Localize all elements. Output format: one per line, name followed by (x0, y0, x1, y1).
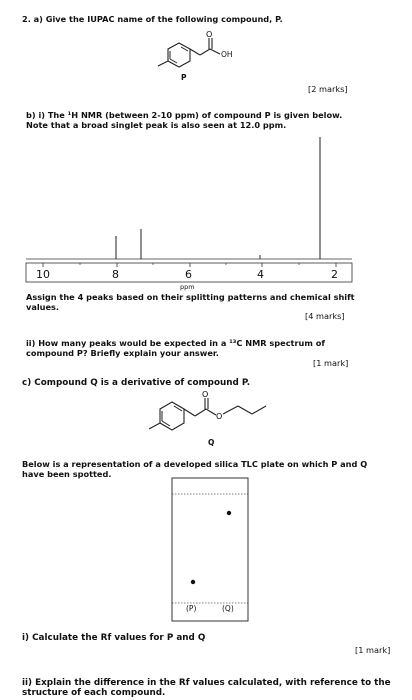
tlc-lane-label-p: (P) (186, 604, 197, 613)
tlc-intro-text: Below is a representation of a developed silica TLC plate on which P and Q have been spotted. (22, 459, 368, 479)
q2ci-marks: [1 mark] (355, 645, 391, 655)
question-2a-text: 2. a) Give the IUPAC name of the following compound, P. (22, 14, 283, 24)
tlc-spot-q (227, 511, 231, 515)
q2bii-marks: [1 mark] (313, 358, 349, 368)
nmr-tick-8: 8 (112, 268, 119, 281)
ester-oxygen-q: O (216, 412, 223, 421)
carbonyl-oxygen-p: O (206, 30, 213, 39)
question-2bi-line1: b) i) The ¹H NMR (between 2-10 ppm) of compound P is given below. (26, 110, 343, 120)
hydroxyl-label: OH (221, 50, 233, 59)
carbonyl-oxygen-q: O (202, 390, 209, 399)
tlc-lane-label-q: (Q) (222, 604, 234, 613)
nmr-axis-unit: ppm (180, 283, 195, 291)
question-2c-text: c) Compound Q is a derivative of compound P. (22, 378, 251, 388)
question-2cii-text: ii) Explain the difference in the Rf values calculated, with reference to the structure of each compound. (22, 678, 391, 698)
nmr-tick-4: 4 (257, 268, 264, 281)
question-2bii-text: ii) How many peaks would be expected in a ¹³C NMR spectrum of compound P? Briefly explain your answer. (26, 338, 325, 358)
q2a-marks: [2 marks] (308, 84, 348, 94)
question-2bi-line2: Note that a broad singlet peak is also seen at 12.0 ppm. (26, 120, 287, 130)
tlc-spot-p (191, 580, 195, 584)
compound-q-label: Q (208, 438, 215, 447)
compound-p-label: P (181, 73, 187, 82)
nmr-tick-6: 6 (185, 268, 192, 281)
nmr-tick-10: 10 (36, 268, 50, 281)
assign-peaks-text: Assign the 4 peaks based on their splitting patterns and chemical shift values. (26, 292, 355, 312)
question-2ci-text: i) Calculate the Rf values for P and Q (22, 633, 206, 643)
nmr-tick-2: 2 (331, 268, 338, 281)
q2bi-marks: [4 marks] (305, 311, 345, 321)
tlc-plate-outline (172, 478, 248, 621)
